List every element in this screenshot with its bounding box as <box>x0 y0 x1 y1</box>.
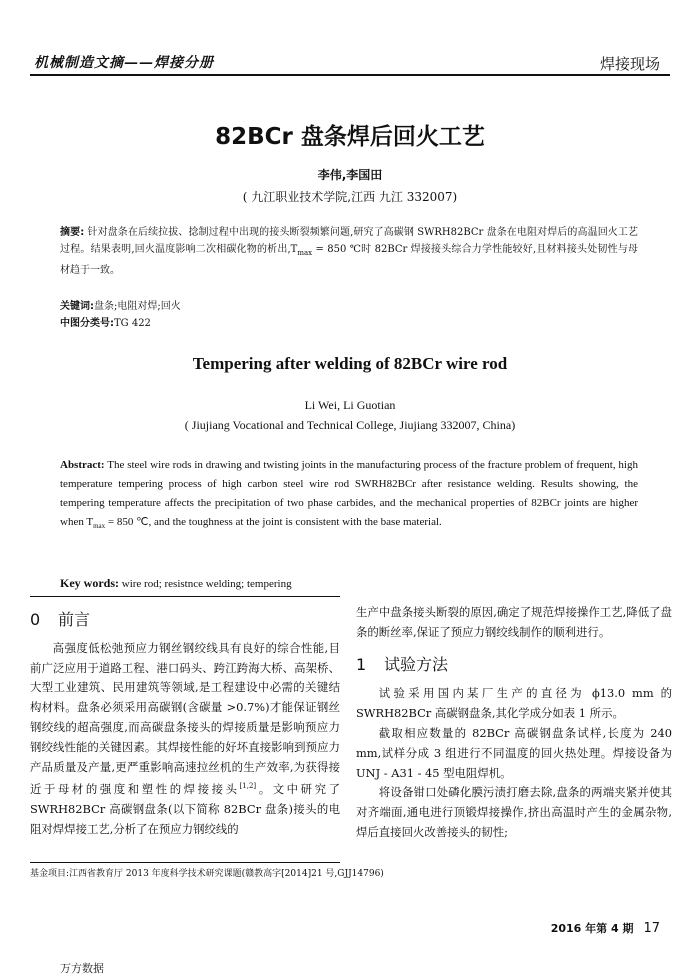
left-column <box>30 610 340 840</box>
section-heading-0 <box>30 610 340 630</box>
paragraph-material: 试验采用国内某厂生产的直径为 ϕ13.0 mm 的 SWRH82BCr 高碳钢盘条,其化学成分如表 1 所示。 <box>356 686 672 721</box>
section-name: 焊接现场 <box>599 55 660 73</box>
english-affiliation: ( Jiujiang Vocational and Technical College, Jiujiang 332007, China) <box>184 418 516 432</box>
chinese-abstract-text-end: = 850 ℃时 82BCr 焊接接头综合力学性能较好,且材料接头处韧性与母材趋于一致。 <box>60 244 638 276</box>
section-number-1: 1 <box>356 654 367 674</box>
english-abstract-text-end: = 850 ℃, and the toughness at the joint is consistent with the base material. <box>105 516 442 528</box>
chinese-abstract-text: 针对盘条在后续拉拔、捻制过程中出现的接头断裂频繁问题,研究了高碳钢 SWRH82BCr 盘条在电阻对焊后的高温回火工艺过程。结果表明,回火温度影响二次相碳化物的析出,T <box>60 227 638 255</box>
watermark: 万方数据 <box>60 962 104 975</box>
chinese-title: 82BCr 盘条焊后回火工艺 <box>215 124 485 150</box>
journal-name: 机械制造文摘——焊接分册 <box>34 55 214 71</box>
paragraph-intro-continued: 生产中盘条接头断裂的原因,确定了规范焊接操作工艺,降低了盘条的断丝率,保证了预应力钢绞线制作的顺利进行。 <box>356 605 672 639</box>
section-title-0: 前言 <box>58 610 91 629</box>
english-abstract-text: The steel wire rods in drawing and twisting joints in the manufacturing process of the fracture problem of frequent, high temperature tempering process of high carbon steel wire rod SWRH82BCr after resistance welding. Results showing, the tempering temperature affects the precipitation of two phase carbides, and the mechanical properties of 82BCr joints are higher when T <box>60 459 638 528</box>
keywords-text: 盘条;电阻对焊;回火 <box>94 301 181 312</box>
clc-text: TG 422 <box>114 318 151 329</box>
column-rule <box>30 596 340 597</box>
english-abstract-label: Abstract: <box>60 459 105 471</box>
section-title-1: 试验方法 <box>384 654 449 674</box>
paragraph-samples: 截取相应数量的 82BCr 高碳钢盘条试样,长度为 240 mm,试样分成 3 组进行不同温度的回火热处理。焊接设备为 UNJ - A31 - 45 型电阻焊机。 <box>356 725 672 780</box>
right-column <box>356 603 672 843</box>
english-title: Tempering after welding of 82BCr wire rod <box>192 354 508 373</box>
english-tmax-subscript: max <box>93 522 106 531</box>
keywords-label: 关键词: <box>60 301 94 312</box>
section-number-0: 0 <box>30 610 41 629</box>
english-abstract <box>60 456 638 536</box>
clc-label: 中图分类号: <box>60 318 114 329</box>
paragraph-intro-text-end: 。文中研究了 SWRH82BCr 高碳钢盘条(以下简称 82BCr 盘条)接头的电阻对焊焊接工艺,分析了在预应力钢绞线的 <box>30 782 340 836</box>
citation: [1,2] <box>239 782 257 791</box>
paragraph-intro <box>30 639 340 840</box>
english-keywords-label: Key words: <box>60 576 119 590</box>
footnote-rule <box>30 862 340 863</box>
header-rule <box>30 74 670 76</box>
page-number: 17 <box>643 921 660 936</box>
english-authors: Li Wei, Li Guotian <box>304 398 396 412</box>
tmax-subscript: max <box>297 249 313 257</box>
chinese-affiliation: ( 九江职业技术学院,江西 九江 332007) <box>242 190 458 204</box>
funding-footnote: 基金项目:江西省教育厅 2013 年度科学技术研究课题(赣教高字[2014]21 号,GJJ14796) <box>30 869 384 879</box>
english-keywords-text: wire rod; resistnce welding; tempering <box>121 578 292 590</box>
chinese-abstract-label: 摘要: <box>60 227 85 238</box>
chinese-authors: 李伟,李国田 <box>317 168 383 182</box>
chinese-abstract <box>60 224 638 279</box>
page-footer <box>551 920 660 936</box>
section-heading-1 <box>356 655 672 675</box>
english-keywords <box>60 576 292 591</box>
issue-label: 2016 年第 4 期 <box>550 922 634 935</box>
chinese-keywords-block <box>60 298 181 332</box>
paragraph-procedure: 将设备钳口处磷化膜污渍打磨去除,盘条的两端夹紧并使其对齐端面,通电进行顶锻焊接操作,挤出高温时产生的金属杂物,焊后直接回火改善接头的韧性; <box>356 785 672 839</box>
paragraph-intro-text: 高强度低松弛预应力钢丝钢绞线具有良好的综合性能,目前广泛应用于道路工程、港口码头、跨江跨海大桥、高架桥、大型工业建筑、民用建筑等领域,是工程建设中必需的关键结构材料。盘条必须采用高碳钢(含碳量 >0.7%)才能保证钢丝钢绞线的超高强度,而高碳盘条接头的焊接质量是影响预应力钢绞线性能的关键因素。其焊接性能的好坏直接影响到预应力产品质量及产量,更严重影响高速拉丝机的生产效率,为获得接近于母材的强度和塑性的焊接接头 <box>30 640 340 797</box>
